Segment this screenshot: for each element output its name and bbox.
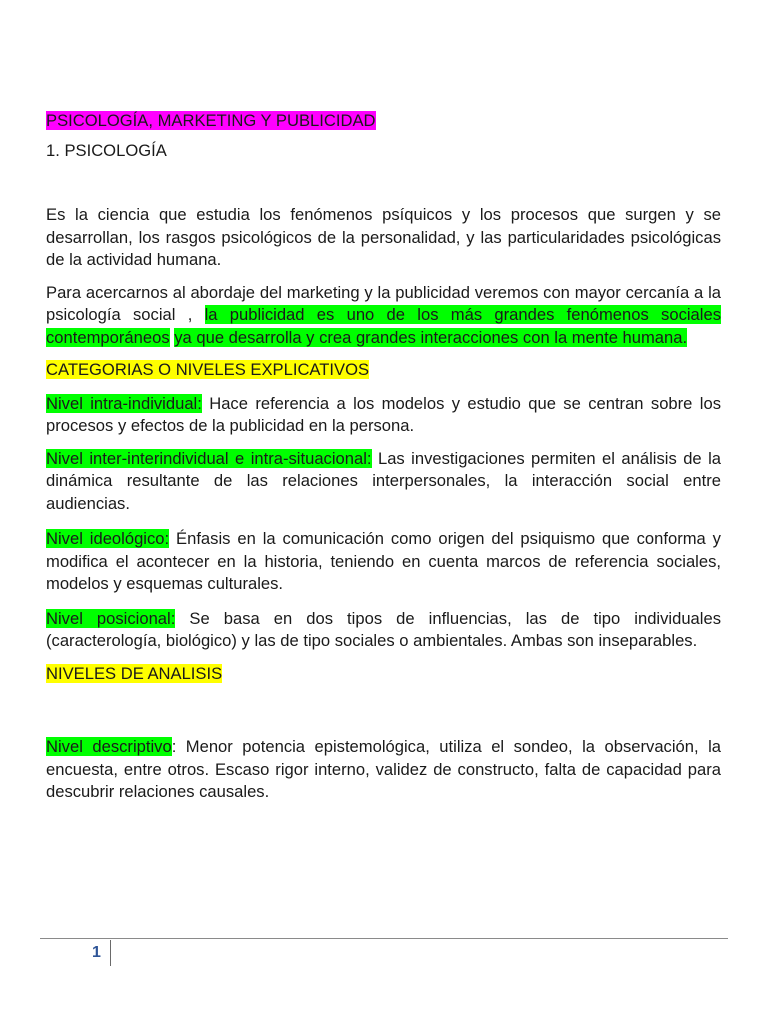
document-title bbox=[46, 110, 721, 133]
level-label: Nivel inter-interindividual e intra-situacional: bbox=[46, 448, 372, 468]
highlight-green-1: la publicidad es uno de los más grandes fenómenos sociales contemporáneos bbox=[46, 305, 721, 347]
page-number-divider bbox=[110, 940, 111, 966]
page-number: 1 bbox=[92, 944, 101, 961]
descriptive-label: Nivel descriptivo bbox=[46, 737, 172, 756]
spacer bbox=[46, 696, 721, 736]
section-heading-psicologia: 1. PSICOLOGÍA bbox=[46, 140, 167, 160]
categories-heading-highlight: CATEGORIAS O NIVELES EXPLICATIVOS bbox=[46, 360, 370, 379]
level-text: Las investigaciones permiten el análisis de la dinámica resultante de las relaciones interpersonales, la interacción social entre audiencias. bbox=[46, 448, 721, 513]
analysis-heading bbox=[46, 663, 721, 686]
level-label: Nivel posicional: bbox=[46, 608, 176, 628]
paragraph-definition: Es la ciencia que estudia los fenómenos psíquicos y los procesos que surgen y se desarrollan, los rasgos psicológicos de la personalidad, y las particularidades psicológicas de la actividad humana. bbox=[46, 205, 721, 269]
highlight-green-2: ya que desarrolla y crea grandes interacciones con la mente humana. bbox=[174, 327, 688, 347]
level-item bbox=[46, 393, 721, 438]
paragraph-text: Para acercarnos al abordaje del marketing y la publicidad veremos con mayor cercanía a la psicología social , bbox=[46, 282, 721, 324]
level-item bbox=[46, 448, 721, 516]
categories-heading bbox=[46, 359, 721, 382]
level-text: Énfasis en la comunicación como origen del psiquismo que conforma y modifica el acontecer en la historia, teniendo en cuenta marcos de referencia sociales, modelos y esquemas culturales. bbox=[46, 529, 721, 593]
level-item bbox=[46, 608, 721, 653]
analysis-heading-highlight: NIVELES DE ANALISIS bbox=[46, 663, 223, 683]
paragraph-social-psychology bbox=[46, 282, 721, 350]
title-highlight: PSICOLOGÍA, MARKETING Y PUBLICIDAD bbox=[46, 111, 376, 130]
level-item bbox=[46, 528, 721, 596]
level-text: Hace referencia a los modelos y estudio que se centran sobre los procesos y efectos de la publicidad en la persona. bbox=[46, 393, 721, 435]
document-body bbox=[46, 110, 721, 814]
descriptive-text: : Menor potencia epistemológica, utiliza el sondeo, la observación, la encuesta, entre otros. Escaso rigor interno, validez de constructo, falta de capacidad para descubrir relaciones causales. bbox=[46, 737, 721, 801]
level-label: Nivel intra-individual: bbox=[46, 393, 202, 413]
level-label: Nivel ideológico: bbox=[46, 529, 170, 548]
footer-rule bbox=[40, 938, 728, 939]
level-text: Se basa en dos tipos de influencias, las de tipo individuales (caracterología, biológico) y las de tipo sociales o ambientales. Ambas son inseparables. bbox=[46, 608, 721, 650]
descriptive-level bbox=[46, 736, 721, 804]
